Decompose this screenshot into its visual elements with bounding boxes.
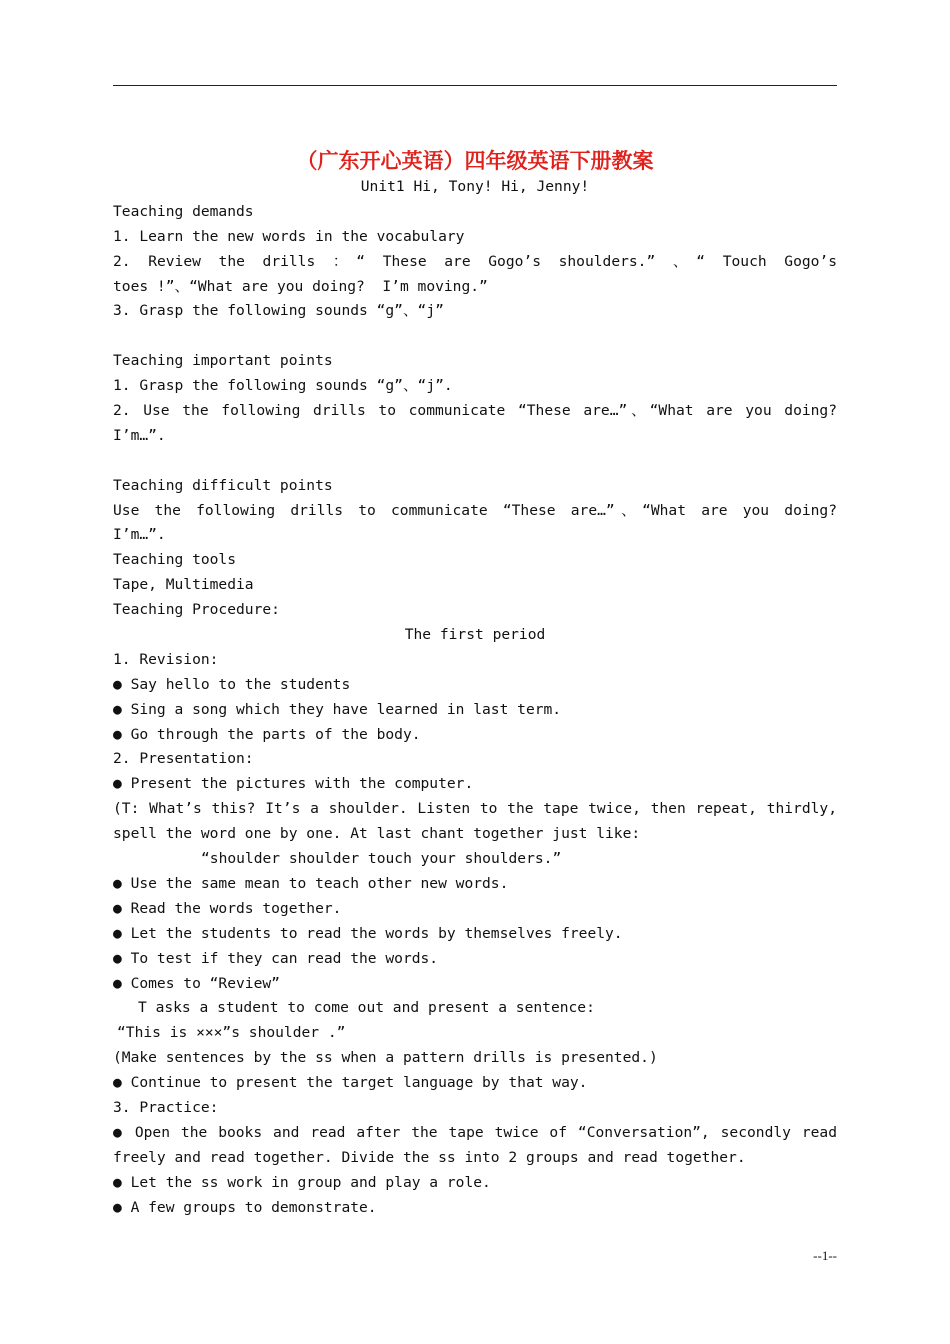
bullet-item: ● Present the pictures with the computer. (113, 775, 474, 793)
text-line: Use the following drills to communicate “These are…”、“What are you doing? (113, 501, 837, 519)
bullet-item: ● Sing a song which they have learned in last term. (113, 700, 562, 718)
bullet-item: ● Go through the parts of the body. (113, 725, 421, 743)
text-line: Teaching Procedure: (113, 601, 280, 619)
text-line: 2. Review the drills ：“ These are Gogo’s shoulders.” 、“ Touch Gogo’s (113, 252, 837, 270)
text-line: 3. Practice: (113, 1098, 219, 1116)
text-line: “This is ×××”s shoulder .” (117, 1024, 346, 1042)
text-line: (T: What’s this? It’s a shoulder. Listen to the tape twice, then repeat, thirdly, (113, 800, 837, 818)
bullet-item: ● To test if they can read the words. (113, 949, 439, 967)
bullet-item: ● Let the ss work in group and play a role. (113, 1173, 491, 1191)
text-line: “shoulder shoulder touch your shoulders.” (201, 850, 562, 868)
text-line: The first period (404, 626, 546, 644)
blank-line (113, 324, 837, 349)
bullet-item: ● A few groups to demonstrate. (113, 1198, 377, 1216)
text-line: 1. Grasp the following sounds “g”、“j”. (113, 377, 453, 395)
text-line: 2. Use the following drills to communicate “These are…”、“What are you doing? (113, 402, 837, 420)
text-line: Tape, Multimedia (113, 576, 254, 594)
document-body (113, 175, 837, 1220)
bullet-item: ● Comes to “Review” (113, 974, 280, 992)
body-lines (113, 200, 837, 1221)
text-line: Teaching demands (113, 202, 254, 220)
document-title: （广东开心英语）四年级英语下册教案 (296, 149, 654, 173)
text-line: freely and read together. Divide the ss into 2 groups and read together. (113, 1148, 746, 1166)
text-line: I’m…”. (113, 426, 166, 444)
text-line: Teaching difficult points (113, 476, 333, 494)
text-line: toes !”、“What are you doing? I’m moving.” (113, 277, 488, 295)
bullet-item: ● Open the books and read after the tape twice of “Conversation”, secondly read (113, 1123, 837, 1141)
text-line: 2. Presentation: (113, 750, 254, 768)
unit-subtitle: Unit1 Hi, Tony! Hi, Jenny! (360, 178, 590, 195)
blank-line (113, 449, 837, 474)
text-line: (Make sentences by the ss when a pattern drills is presented.) (113, 1049, 658, 1067)
bullet-item: ● Continue to present the target language by that way. (113, 1074, 588, 1092)
text-line: spell the word one by one. At last chant together just like: (113, 825, 641, 843)
text-line: Teaching important points (113, 352, 333, 370)
text-line: 3. Grasp the following sounds “g”、“j” (113, 302, 444, 320)
page-number: --1-- (813, 1248, 837, 1263)
bullet-item: ● Use the same mean to teach other new words. (113, 874, 509, 892)
header-rule (113, 85, 837, 86)
text-line: Teaching tools (113, 551, 237, 569)
text-line: I’m…”. (113, 526, 166, 544)
text-line: 1. Learn the new words in the vocabulary (113, 227, 465, 245)
bullet-item: ● Read the words together. (113, 899, 342, 917)
text-line: 1. Revision: (113, 650, 219, 668)
bullet-item: ● Say hello to the students (113, 675, 351, 693)
text-line: T asks a student to come out and present a sentence: (138, 999, 595, 1017)
bullet-item: ● Let the students to read the words by themselves freely. (113, 924, 623, 942)
